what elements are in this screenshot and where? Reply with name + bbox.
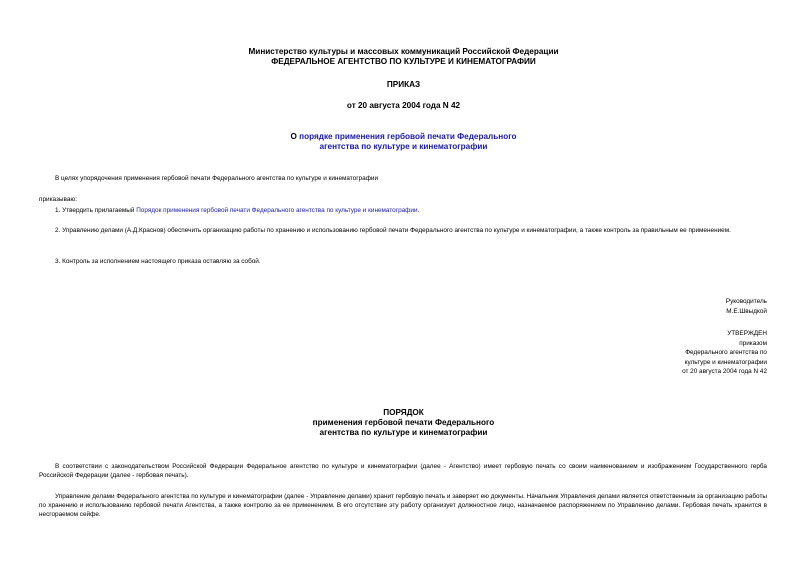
procedure-paragraph-1: В соответствии с законодательством Российской Федерации Федеральное агентство по культуре и кинематографии (далее - Агентство) имеет гербовую печать со своим наименованием и изображением Государственного герба Российской Федерации (далее - гербовая печать). [39,463,767,479]
item-2: 2. Управлению делами (А.Д.Краснов) обеспечить организацию работы по хранению и использованию гербовой печати Федерального агентства по культуре и кинематографии, а также контроль за правильным ее применением. [55,227,731,234]
procedure-paragraph-2: Управление делами Федерального агентства по культуре и кинематографии (далее - Управление делами) хранит гербовую печать и заверяет ею документы. Начальник Управления делами является ответственным за организацию работы по хранению и использованию гербовой печати Агентства, а также контролю за ее применением. В его отсутствие эту работу организует должностное лицо, назначаемое распоряжением по Управлению делами. Гербовая печать хранится в несгораемом сейфе. [39,493,767,518]
item-1-suffix: . [417,207,420,214]
order-date: от 20 августа 2004 года N 42 [346,101,461,110]
intro-paragraph: В целях упорядочения применения гербовой печати Федерального агентства по культуре и кинематографии [55,175,379,182]
signature-role: Руководитель [725,298,767,305]
subject-link-1[interactable]: порядке применения гербовой печати Федерального [299,132,517,141]
item-1 [55,206,775,215]
subject-link-2[interactable]: агентства по культуре и кинематографии [319,142,488,151]
procedure-title-line-3: агентства по культуре и кинематографии [319,428,488,437]
item-1-prefix: 1. Утвердить прилагаемый [55,207,137,214]
approval-line-3: Федерального агентства по [685,349,767,356]
procedure-link[interactable]: Порядок применения гербовой печати Федерального агентства по культуре и кинематографии [136,207,418,214]
procedure-title-line-2: применения гербовой печати Федерального [312,418,495,427]
procedure-title [0,408,807,438]
procedure-title-line-1: ПОРЯДОК [383,408,424,417]
document-header [0,47,807,67]
approval-line-5: от 20 августа 2004 года N 42 [682,368,767,375]
ministry-name: Министерство культуры и массовых коммуникаций Российской Федерации [248,47,559,56]
order-word: приказываю: [39,196,77,203]
subject-line-1 [0,132,807,142]
order-title: ПРИКАЗ [386,80,421,89]
item-3: 3. Контроль за исполнением настоящего приказа оставляю за собой. [55,258,261,265]
approval-line-2: приказом [739,339,767,347]
subject-prefix: О [290,132,300,141]
approval-block [682,329,767,377]
order-subject [0,132,807,152]
approval-line-1: УТВЕРЖДЕН [727,330,767,337]
signature-name: М.Е.Швыдкой [726,308,767,315]
approval-line-4: культуре и кинематографии [684,358,767,366]
agency-name: ФЕДЕРАЛЬНОЕ АГЕНТСТВО ПО КУЛЬТУРЕ И КИНЕМАТОГРАФИИ [271,57,536,66]
